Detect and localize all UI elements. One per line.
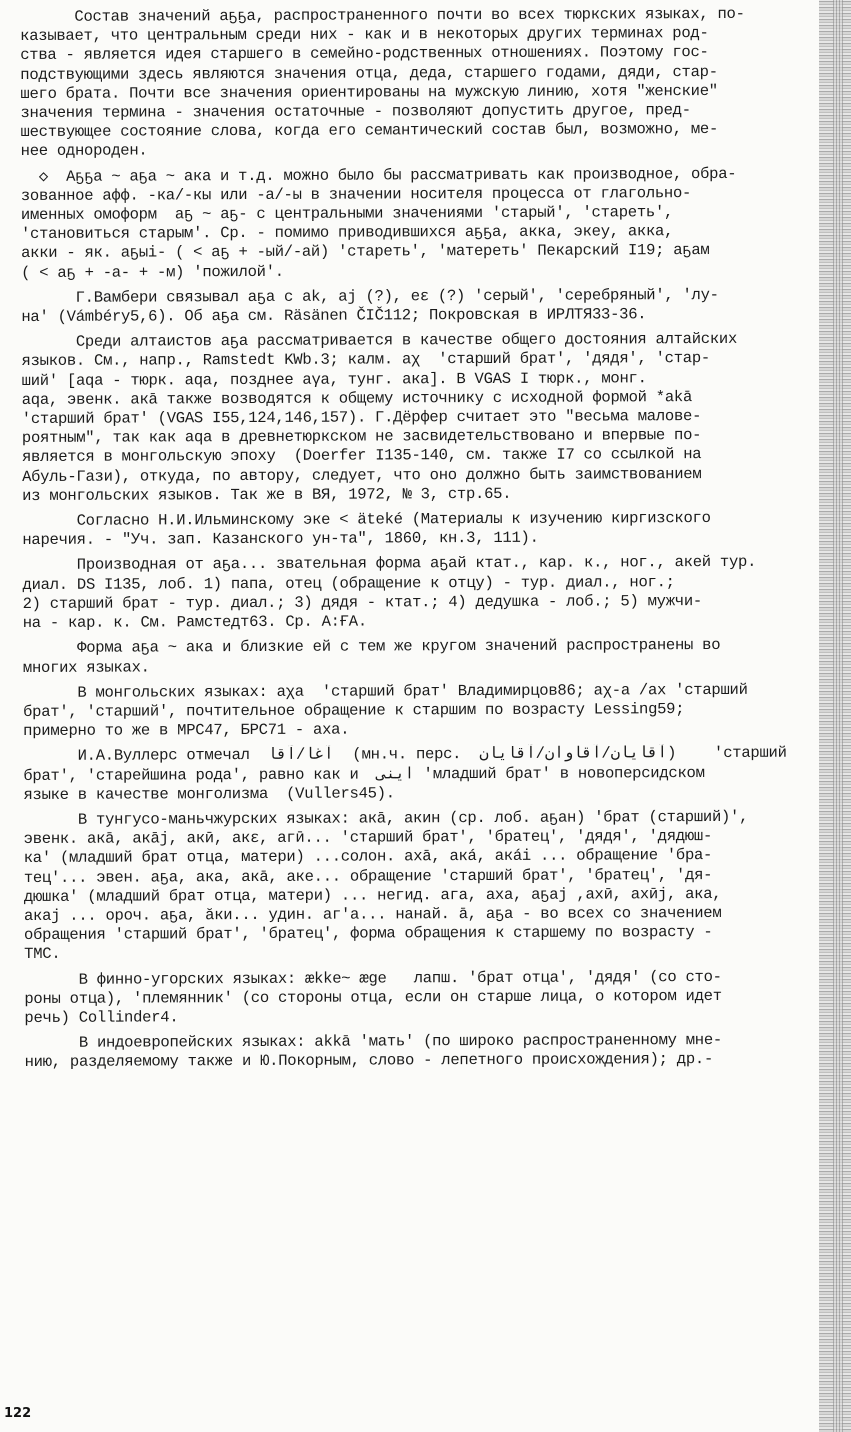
text-line: ( < аҕ + -а- + -м) 'пожилой'. — [21, 262, 284, 282]
text-line: наречия. - "Уч. зап. Казанского ун-та", 1860, кн.3, 111). — [22, 529, 539, 550]
paragraph — [24, 967, 824, 1028]
text-line: Состав значений аҕҕа, распространенного почти во всех тюркских языках, по- — [20, 4, 745, 26]
text-line: В финно-угорских языках: ӕkke~ ӕge лапш. 'брат отца', 'дядя' (со сто- — [24, 967, 722, 989]
text-line: 2) старший брат - тур. диал.; 3) дядя - ктат.; 4) дедушка - лоб.; 5) мужчи- — [22, 591, 702, 613]
text-line: дюшка' (младший брат отца, матери) ... негид. ага, аха, аҕаj ,ахӣ, ахӣj, ака, — [23, 884, 722, 906]
text-line: Абуль-Гази), откуда, по автору, следует, что оно должно быть заимствованием — [22, 464, 702, 486]
paragraph — [21, 330, 822, 506]
body-text — [20, 5, 825, 1073]
text-line: Г.Вамбери связывал аҕа с ak, aj (?), eɛ (?) 'серый', 'серебряный', 'лу- — [21, 285, 719, 307]
text-line: подствующими здесь являются значения отца, деда, старшего годами, дяди, стар- — [20, 62, 718, 84]
text-line: ства - является идея старшего в семейно-родственных отношениях. Поэтому гос- — [20, 43, 709, 65]
text-line: нию, разделяемому также и Ю.Покорным, слово - лепетного происхождения); др.- — [24, 1050, 714, 1072]
text-line: значения термина - значения остаточные - позволяют допустить другое, пред- — [20, 101, 691, 123]
scan-edge-texture — [833, 0, 843, 1432]
text-line: ◇ Аҕҕа ~ аҕа ~ ака и т.д. можно было бы рассматривать как производное, обра- — [20, 164, 737, 186]
text-line: акки - як. аҕыі- ( < аҕ + -ый/-ай) 'стареть', 'матереть' Пекарский I19; аҕам — [21, 241, 710, 263]
text-line: эвенк. акā, акāj, акӣ, акɛ, агӣ... 'старший брат', 'братец', 'дядя', 'дядюш- — [23, 827, 713, 849]
text-line: именных омоформ аҕ ~ аҕ- с центральными значениями 'старый', 'стареть', — [20, 203, 674, 225]
text-line: aqa, эвенк. акā также возводятся к общему источнику с исходной формой *akā — [21, 387, 693, 409]
text-line: брат', 'старейшина рода', равно как и اينى 'младший брат' в новоперсидском — [23, 763, 705, 785]
text-line: диал. DS I135, лоб. 1) папа, отец (обращение к отцу) - тур. диал., ног.; — [22, 572, 675, 594]
text-line: Производная от аҕа... звательная форма аҕай ктат., кар. к., ног., акей тур. — [22, 553, 757, 575]
text-line: И.А.Вуллерс отмечал آغا/آقا (мн.ч. перс. آقايان/آقاوان/آقايان) 'старший — [23, 743, 787, 766]
text-line: 'становиться старым'. Ср. - помимо приводившихся аҕҕа, акка, экеу, акка, — [20, 222, 674, 244]
paragraph — [24, 1031, 824, 1073]
text-line: ТМС. — [24, 945, 61, 964]
text-line: языков. См., напр., Ramstedt KWb.3; калм. aχ 'старший брат', 'дядя', 'стар- — [21, 349, 710, 371]
page-number: 122 — [4, 1406, 32, 1421]
paragraph — [24, 807, 825, 964]
text-line: является в монгольскую эпоху (Doerfer I135-140, см. также I7 со ссылкой на — [21, 445, 702, 467]
text-line: В монгольских языках: aχa 'старший брат' Владимирцов86; aχ-a /ах 'старший — [22, 680, 748, 702]
text-line: многих языках. — [22, 657, 150, 677]
paragraph — [23, 744, 823, 805]
text-line: акаj ... ороч. аҕа, ӑки... удин. аг'а... нанай. ā, аҕа - во всех со значением — [23, 903, 722, 925]
text-line: В тунгусо-маньчжурских языках: акā, акин (ср. лоб. аҕан) 'брат (старший)', — [23, 807, 749, 829]
text-line: Среди алтаистов аҕа рассматривается в качестве общего достояния алтайских — [21, 330, 738, 352]
paragraph — [21, 164, 821, 283]
text-line: на' (Vámbéry5,6). Об аҕа см. Räsänen ČIČ112; Покровская в ИРЛТЯ33-36. — [21, 305, 647, 327]
text-line: ший' [aqa - тюрк. aqa, позднее aγa, тунг. ака]. В VGAS I тюрк., монг. — [21, 368, 647, 390]
paragraph — [22, 553, 822, 633]
text-line: речь) Collinder4. — [24, 1008, 179, 1027]
text-line: тец'... эвен. аҕа, ака, акā, аке... обращение 'старший брат', 'братец', 'дя- — [23, 865, 713, 887]
paragraph — [21, 285, 821, 327]
text-line: языке в качестве монголизма (Vullers45). — [23, 784, 395, 804]
text-line: В индоевропейских языках: akkā 'мать' (по широко распространенному мне- — [24, 1031, 723, 1053]
text-line: казывает, что центральным среди них - как и в некоторых других терминах род- — [20, 24, 709, 46]
text-line: из монгольских языков. Так же в ВЯ, 1972, № 3, стр.65. — [22, 484, 512, 505]
text-line: примерно то же в МРС47, БРС71 - аха. — [23, 720, 350, 741]
text-line: зованное афф. -ка/-кы или -а/-ы в значении носителя процесса от глагольно- — [20, 183, 692, 205]
text-line: Форма аҕа ~ ака и близкие ей с тем же кругом значений распространены во — [22, 636, 721, 658]
text-line: обращения 'старший брат', 'братец', форма обращения к старшему по возрасту - — [24, 923, 713, 945]
text-line: шего брата. Почти все значения ориентированы на мужскую линию, хотя "женские" — [20, 81, 718, 103]
text-line: 'старший брат' (VGAS I55,124,146,157). Г.Дёрфер считает это "весьма малове- — [21, 407, 702, 429]
text-line: шествующее состояние слова, когда его семантический состав был, возможно, ме- — [20, 120, 719, 142]
paragraph — [23, 636, 823, 678]
text-line: ка' (младший брат отца, матери) ...солон. ахā, акá, акái ... обращение 'бра- — [23, 846, 713, 868]
text-line: нее однороден. — [20, 141, 148, 161]
paragraph — [22, 509, 822, 551]
text-line: брат', 'старший', почтительное обращение к старшим по возрасту Lessing59; — [23, 700, 685, 721]
text-line: роны отца), 'племянник' (со стороны отца, если он старше лица, о котором идет — [24, 986, 722, 1008]
text-line: на - кар. к. См. Рамстедт63. Ср. А:ҒА. — [22, 612, 367, 633]
text-line: Согласно Н.И.Ильминскому эке < äteké (Материалы к изучению киргизского — [22, 509, 711, 531]
paragraph — [20, 5, 821, 162]
paragraph — [23, 680, 823, 741]
text-line: роятным", так как aqa в древнетюркском не засвидетельствовано и впервые по- — [21, 426, 702, 448]
